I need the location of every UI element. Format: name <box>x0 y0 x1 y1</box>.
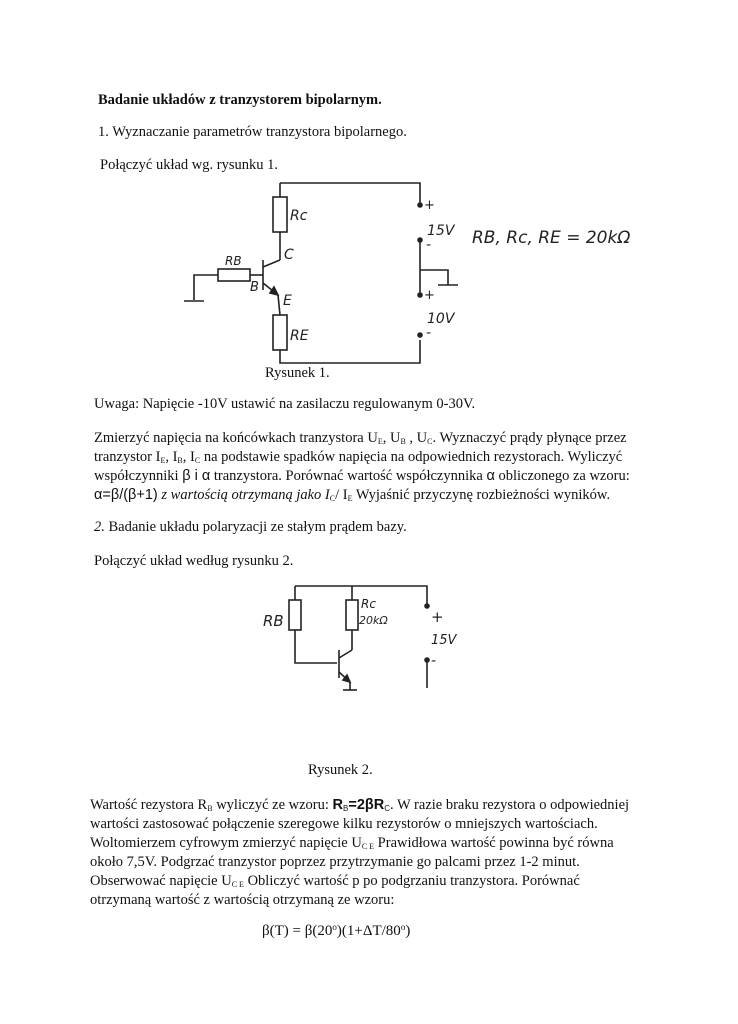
b-terminal-label: B <box>250 280 259 295</box>
rc-resistor-2 <box>346 600 358 630</box>
plus-terminal-1: + <box>424 198 435 213</box>
plus-terminal-3: + <box>431 608 444 626</box>
rb-resistor-2 <box>289 600 301 630</box>
measure-paragraph-line-1: Zmierzyć napięcia na końcówkach tranzystora $U_E$, $U_B$ , $U_C$. Wyznaczyć prądy płynące przez <box>94 430 627 446</box>
rb-label: RB <box>225 254 242 268</box>
section-2-instruction: Połączyć układ według rysunku 2. <box>94 553 294 569</box>
section-1-heading: 1. Wyznaczanie parametrów tranzystora bipolarnego. <box>98 124 407 140</box>
e-terminal-label: E <box>283 293 292 309</box>
measure-paragraph-line-4: α=β/(β+1) z wartością otrzymaną jako $I_C/$ $I_E$ Wyjaśnić przyczynę rozbieżności wyników. <box>94 487 611 503</box>
minus-terminal-2: - <box>426 325 432 341</box>
figure-1-caption: Rysunek 1. <box>265 365 330 381</box>
rc-label: Rc <box>290 208 308 224</box>
figure-2-caption: Rysunek 2. <box>308 762 373 778</box>
rc-value-label: 20kΩ <box>359 614 388 627</box>
rb-paragraph-line-2: wartości zastosować połączenie szeregowe kilku rezystorów o mniejszych wartościach. <box>90 816 598 832</box>
minus-terminal-3: - <box>431 653 437 669</box>
rb-paragraph-line-1: Wartość rezystora $R_B$ wyliczyć ze wzoru: $R_B=2\beta R_C$. W razie braku rezystora o odpowiedniej <box>90 797 630 813</box>
voltage-15v-label-2: 15V <box>431 633 457 648</box>
figure-2-schematic <box>255 578 525 703</box>
figure-1-wires <box>184 183 458 363</box>
measure-paragraph-line-2: tranzystor $I_E$, $I_B$, $I_C$ na podstawie spadków napięcia na odpowiednich rezystorach. Wyliczyć <box>94 449 623 465</box>
rb-paragraph-line-3: Woltomierzem cyfrowym zmierzyć napięcie $U_{C E}$ Prawidłowa wartość powinna być równa <box>90 835 614 851</box>
section-2-heading: 2. Badanie układu polaryzacji ze stałym prądem bazy. <box>94 519 407 535</box>
figure-2-wires <box>289 586 429 690</box>
document-title: Badanie układów z tranzystorem bipolarnym. <box>98 92 382 108</box>
rb-paragraph-line-6: otrzymaną wartość z wartością otrzymaną ze wzoru: <box>90 892 395 908</box>
section-1-instruction: Połączyć układ wg. rysunku 1. <box>100 157 278 173</box>
rc-resistor-1 <box>273 197 287 232</box>
rb-paragraph-line-4: około 7,5V. Podgrzać tranzystor poprzez przytrzymanie go palcami przez 1-2 minut. <box>90 854 580 870</box>
re-resistor-1 <box>273 315 287 350</box>
voltage-note: Uwaga: Napięcie -10V ustawić na zasilaczu regulowanym 0-30V. <box>94 396 476 412</box>
beta-temperature-formula: $\beta(T) = \beta(20^o)(1+\Delta T/80^o)$ <box>262 922 411 939</box>
resistor-values-note: RB, Rc, RE = 20kΩ <box>472 228 631 248</box>
measure-paragraph-line-3: współczynniki β i α tranzystora. Porównać wartość współczynnika α obliczonego za wzoru: <box>94 468 630 484</box>
voltage-10v-label: 10V <box>427 311 455 327</box>
rb-resistor-1 <box>218 269 250 281</box>
plus-terminal-2: + <box>424 288 435 303</box>
rb-label-2: RB <box>263 612 284 630</box>
rb-paragraph-line-5: Obserwować napięcie $U_{C E}$ Obliczyć wartość p po podgrzaniu tranzystora. Porównać <box>90 873 580 889</box>
minus-terminal-1: - <box>426 237 432 253</box>
figure-1-schematic <box>180 175 640 370</box>
re-label: RE <box>290 328 309 344</box>
c-terminal-label: C <box>284 247 294 263</box>
voltage-15v-label: 15V <box>427 223 455 239</box>
rc-label-2: Rc <box>361 597 376 611</box>
